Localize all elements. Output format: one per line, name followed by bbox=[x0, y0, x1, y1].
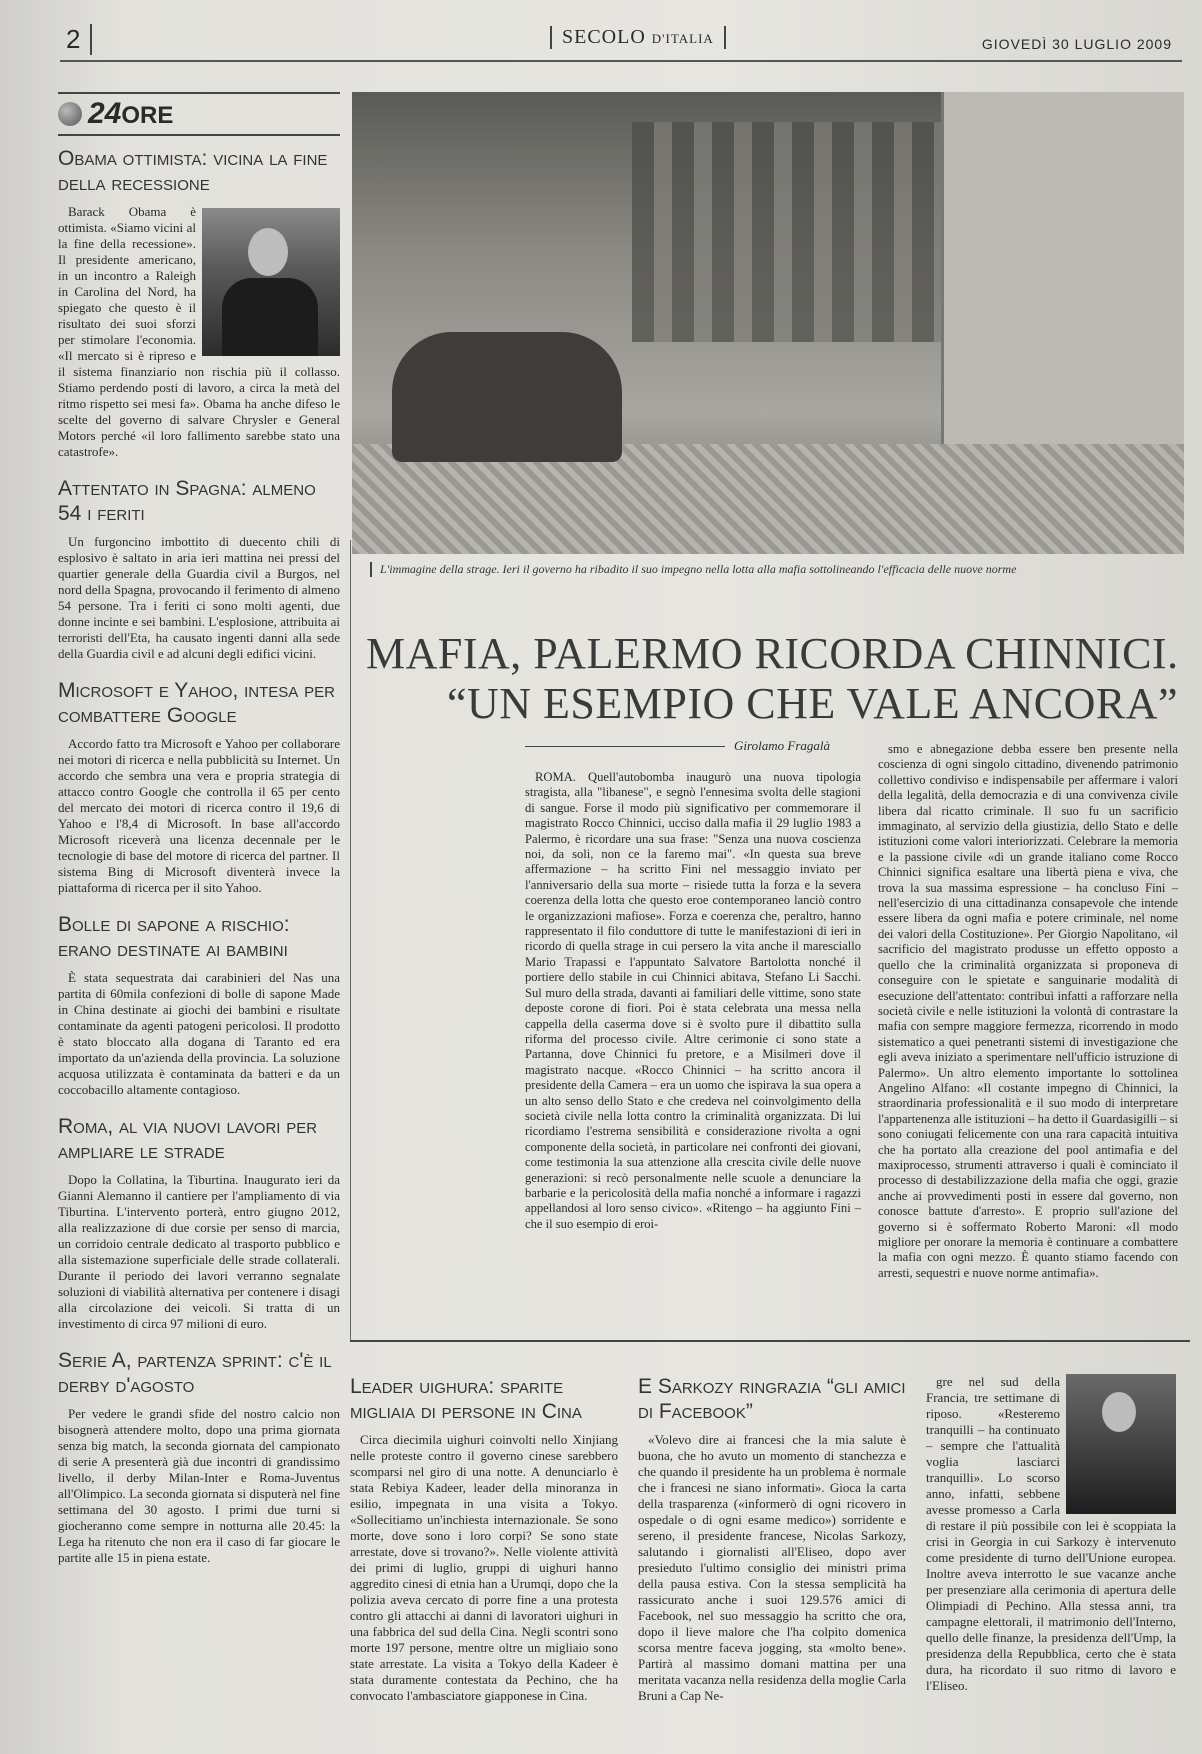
article-text: Dopo la Collatina, la Tiburtina. Inaugurato ieri da Gianni Alemanno il cantiere per l'ampliamento di via Tiburtina. L'intervento porterà, entro giugno 2012, alla realizzazione di due corsie per senso di marcia, un corridoio centrale dedicato al trasporto pubblico e alla sistemazione superficiale delle strade collaterali. Durante il periodo dei lavori verranno segnalate soluzioni di viabilità alternativa per contenere i disagi alla circolazione dei veicoli. Si tratta di un investimento di circa 97 milioni di euro. bbox=[58, 1172, 340, 1331]
brand-number: 24 bbox=[88, 97, 122, 130]
suit-shape bbox=[222, 278, 318, 356]
main-headline bbox=[366, 629, 1186, 729]
article-title: Roma, al via nuovi lavori per ampliare le strade bbox=[58, 1115, 318, 1163]
article-text: Barack Obama è ottimista. «Siamo vicini al la fine della recessione». Il presidente americano, in un incontro a Raleigh in Carolina del Nord, ha spiegato che questo è il risultato dei suoi sforzi per stimolare l'economia. «Il mercato si è ripreso e il sistema finanziario non rischia più il collasso. Stiamo perdendo posti di lavoro, a circa la metà del ritmo rispetto sei mesi fa». Obama ha anche difeso le scelte del governo di salvare Chrysler e General Motors perché «il loro fallimento sarebbe stato una catastrofe». bbox=[58, 204, 340, 459]
article-title: Attentato in Spagna: almeno 54 i feriti bbox=[58, 477, 316, 525]
article-title: Obama ottimista: vicina la fine della recessione bbox=[58, 147, 328, 195]
paper-name bbox=[550, 26, 726, 49]
bottom-article-sarkozy-cont bbox=[926, 1374, 1176, 1710]
article-title: Leader uighura: sparite migliaia di persone in Cina bbox=[350, 1375, 582, 1423]
main-article-column-1 bbox=[525, 770, 861, 1232]
article-text: gre nel sud della Francia, tre settimane di riposo. «Resteremo tranquilli – ha continuato – sempre che l'attualità voglia lasciarci tranquilli». Lo scorso anno, infatti, sebbene avesse promesso a Carla di restare il più possibile con lei è scoppiata la crisi in Georgia in cui Sarkozy è intervenuto come presidente di turno dell'Unione europea. Inoltre aveva interrotto le sue vacanze anche per presenziare alla cerimonia di apertura delle Olimpiadi di Pechino. Alla stessa anni, tra campagne elettorali, il matrimonio dell'Interno, quello delle finanze, la presidenza dell'Ump, la presidenza della Repubblica, certo che è stata dura, ha ricordato il suo ritmo di lavoro e l'Eliseo. bbox=[926, 1374, 1176, 1693]
paper-name-suffix: D'ITALIA bbox=[651, 31, 714, 46]
massacre-photo bbox=[352, 92, 1184, 554]
article-text: Circa diecimila uighuri coinvolti nello Xinjiang nelle proteste contro il governo cinese sarebbero scomparsi nel giro di una notte. A denunciarlo è stata Rebiya Kadeer, leader della minoranza in esilio, impegnata in una visita a Tokyo. «Sollecitiamo un'inchiesta internazionale. Se sono morte, dove sono i loro corpi? Se sono state arrestate, dove si trovano?». Nelle violente attività dei primi di luglio, gruppi di uighuri hanno aggredito cinesi di etnia han a Urumqi, dopo che la polizia aveva cercato di porre fine a una protesta contro gli attacchi ai danni di lavoratori uighuri in una fabbrica del sud della Cina. Negli scontri sono morte 197 persone, mentre oltre un migliaio sono state arrestate. La visita a Tokyo della Kadeer è stata duramente contestata da Pechino, che ha convocato l'ambasciatore giapponese in Cina. bbox=[350, 1432, 618, 1703]
bottom-article-uighur bbox=[350, 1374, 618, 1720]
bottom-article-sarkozy bbox=[638, 1374, 906, 1720]
headline-line-2: “UN ESEMPIO CHE VALE ANCORA” bbox=[446, 679, 1178, 729]
article-text: È stata sequestrata dai carabinieri del Nas una partita di 60mila confezioni di bolle di sapone Made in China destinate ai giochi dei bambini e risultate contaminate da agenti patogeni pericolosi. Il prodotto è stato bloccato alla dogana di Taranto ed era importato da un'azienda della provincia. La soluzione acquosa utilizzata è contaminata da batteri e da un coccobacillo altamente contagioso. bbox=[58, 970, 340, 1097]
article-text: Accordo fatto tra Microsoft e Yahoo per collaborare nei motori di ricerca e nella pubblicità su Internet. Un accordo che sembra una vera e propria strategia di attacco contro Google che controlla il 65 per cento del mercato dei motori di ricerca contro il 19,6 di Yahoo e l'8,4 di Microsoft. In base all'accordo Microsoft riceverà una licenza decennale per le tecnologie di base del motore di ricerca del partner. Il sistema Bing di Microsoft diventerà invece la piattaforma di ricerca per il sito Yahoo. bbox=[58, 736, 340, 895]
face-shape bbox=[1102, 1392, 1136, 1432]
main-article-column-2 bbox=[878, 742, 1178, 1281]
section-brand bbox=[58, 92, 340, 136]
brand-suffix: ORE bbox=[121, 102, 174, 129]
sarkozy-photo bbox=[1066, 1374, 1176, 1514]
masthead bbox=[60, 20, 1182, 62]
article-text: ROMA. Quell'autobomba inaugurò una nuova tipologia stragista, alla "libanese", e segnò l'ennesima svolta delle stagioni di sangue. Forse il modo più significativo per commemorare il magistrato Rocco Chinnici, ucciso dalla mafia il 29 luglio 1983 a Palermo, è ricordare una sua frase: "Senza una nuova coscienza noi, da soli, non ce la faremo mai". «In questa sua breve affermazione – ha scritto Fini nel messaggio inviato per l'anniversario della sua morte – risiede tutta la forza e la severa coerenza della lotta che questo eroe contemporaneo lanciò contro le organizzazioni mafiose». Forza e coerenza che, peraltro, hanno rappresentato il filo conduttore di tutte le manifestazioni di ieri in ricordo di quella strage in cui persero la vita anche il maresciallo Mario Trapassi e l'appuntato Salvatore Bartolotta nonché il portiere dello stabile in cui Chinnici abitava, Stefano Li Sacchi. Sul muro della strada, davanti ai familiari delle vittime, sono state deposte corone di fiori. Poi è stata celebrata una messa nella cappella della caserma dove si è svolto pure il dibattito sulla riforma del processo civile. Altre cerimonie ci sono state a Partanna, dove Chinnici fu pretore, e a Misilmeri dove il magistrato nacque. «Rocco Chinnici – ha scritto ancora il presidente della Camera – era un uomo che ispirava la sua opera a un alto senso dello Stato e che credeva nel coinvolgimento della società civile nella lotta contro la criminalità organizzata. Di lui ricordiamo l'estrema sensibilità e considerazione rivolta a ogni componente della società, in particolare nei confronti dei giovani, come testimonia la sua attenzione alla crescita civile delle nuove generazioni: si recò personalmente nelle scuole a denunciare la barbarie e la pericolosità della mafia nonché a informare i ragazzi appellandosi al loro senso civico». «Ritengo – ha aggiunto Fini – che il suo esempio di eroi- bbox=[525, 770, 861, 1231]
sidebar-news bbox=[58, 92, 340, 1582]
section-brand-label bbox=[88, 97, 173, 131]
face-shape bbox=[248, 228, 288, 276]
article-text: «Volevo dire ai francesi che la mia salute è buona, che ho avuto un momento di stanchezza e che quando il presidente ha un problema è normale che i francesi ne siano informati». Gioca la carta della trasparenza («informerò di ogni ricovero in ospedale o di ogni esame medico») sorridente e sereno, il presidente francese, Nicolas Sarkozy, salutando i giornalisti all'Eliseo, dopo aver presieduto l'ultimo consiglio dei ministri prima della pausa estiva. Con la stessa semplicità ha rassicurato anche i suoi 129.576 amici di Facebook, nel suo messaggio ha scritto che ora, dopo il lieve malore che l'ha colpito domenica scorsa mentre faceva jogging, sta «molto bene». Partirà al massimo domani mattina per una meritata vacanza nella residenza della moglie Carla Bruni a Cap Ne- bbox=[638, 1432, 906, 1703]
article-title: Serie A, partenza sprint: c'è il derby d'agosto bbox=[58, 1349, 332, 1397]
globe-icon bbox=[58, 102, 82, 126]
section-divider bbox=[350, 1340, 1190, 1342]
article-title: Bolle di sapone a rischio: erano destinate ai bambini bbox=[58, 913, 290, 961]
obama-photo bbox=[202, 208, 340, 356]
byline: Girolamo Fragalà bbox=[525, 738, 830, 754]
article-text: Per vedere le grandi sfide del nostro calcio non bisognerà attendere molto, dopo una prima giornata senza big match, la seconda giornata del campionato di serie A presenterà già due incontri di grandissimo livello, il derby Milan-Inter e Roma-Juventus all'Olimpico. La seconda giornata si disputerà nel fine settimana del 30 agosto. I primi due turni si giocheranno come sempre in notturna alle 20.45: la Lega ha ritenuto che non era il caso di far giocare le partite alle 15 in piena estate. bbox=[58, 1406, 340, 1565]
article-text: Un furgoncino imbottito di duecento chili di esplosivo è saltato in aria ieri mattina nei pressi del quartier generale della Guardia civil a Burgos, nel nord della Spagna, provocando il ferimento di almeno 54 persone. Tra i feriti ci sono molti agenti, due donne incinte e sei bambini. L'esplosione, attribuita ai terroristi dell'Eta, ha causato ingenti danni alla sede della Guardia civil e ad alcuni degli edifici vicini. bbox=[58, 534, 340, 661]
page-number: 2 bbox=[66, 24, 92, 55]
issue-date: GIOVEDÌ 30 LUGLIO 2009 bbox=[981, 36, 1172, 52]
article-title: E Sarkozy ringrazia “gli amici di Facebook” bbox=[638, 1375, 906, 1423]
article-text: smo e abnegazione debba essere ben presente nella coscienza di ogni singolo cittadino, divenendo patrimonio collettivo condiviso e indispensabile per affermare i valori della legalità, della democrazia e di una convivenza civile libera dal ricatto criminale. Il suo fu un sacrificio immaginato, al servizio della giustizia, dello Stato e delle istituzioni come valori interiorizzati. Celebrare la memoria e la passione civile «di un grande italiano come Rocco Chinnici significa esaltare una libertà piena e viva, che trova la sua massima espressione – ha concluso Fini – nell'esercizio di una cittadinanza consapevole che intende essere libera da ogni mafia e potere criminale, nel nome dei valori della Costituzione». Per Giorgio Napolitano, «il sacrificio del magistrato produsse un effetto opposto a quello che la criminalità organizzata si proponeva di conseguire con le spietate e sanguinarie modalità di esecuzione dell'attentato: contribuì infatti a rafforzare nella società civile e nelle istituzioni la volontà di contrastare la mafia con sempre maggiore fermezza, ricorrendo in modo sistematico a quei penetranti sistemi di investigazione che egli aveva iniziato a sperimentare nell'ufficio istruzione di Palermo». Un altro elemento importante lo sottolinea Angelino Alfano: «Il costante impegno di Chinnici, la straordinaria professionalità e il suo modo di interpretare l'appartenenza alle istituzioni – ha detto il Guardasigilli – si sono coniugati felicemente con una rara capacità intuitiva che ha portato alla creazione del pool antimafia e del maxiprocesso, strumenti attraverso i quali è cominciato il processo di destabilizzazione della mafia che oggi, grazie anche ai provvedimenti posti in essere dal governo, non conosce battute d'arresto». E proprio sull'azione del governo si è soffermato Roberto Maroni: «Il modo migliore per onorare la memoria è continuare a combattere la mafia con ogni mezzo. È quanto stiamo facendo con arresti, sequestri e nuove norme antimafia». bbox=[878, 742, 1178, 1280]
column-divider bbox=[350, 540, 351, 1340]
headline-line-1: MAFIA, PALERMO RICORDA CHINNICI. bbox=[366, 629, 1179, 679]
article-title: Microsoft e Yahoo, intesa per combattere Google bbox=[58, 679, 335, 727]
photo-car bbox=[392, 332, 622, 462]
photo-caption: L'immagine della strage. Ieri il governo ha ribadito il suo impegno nella lotta alla mafia sottolineando l'efficacia delle nuove norme bbox=[370, 562, 1190, 577]
article-body bbox=[58, 204, 340, 460]
paper-name-main: SECOLO bbox=[562, 26, 646, 48]
